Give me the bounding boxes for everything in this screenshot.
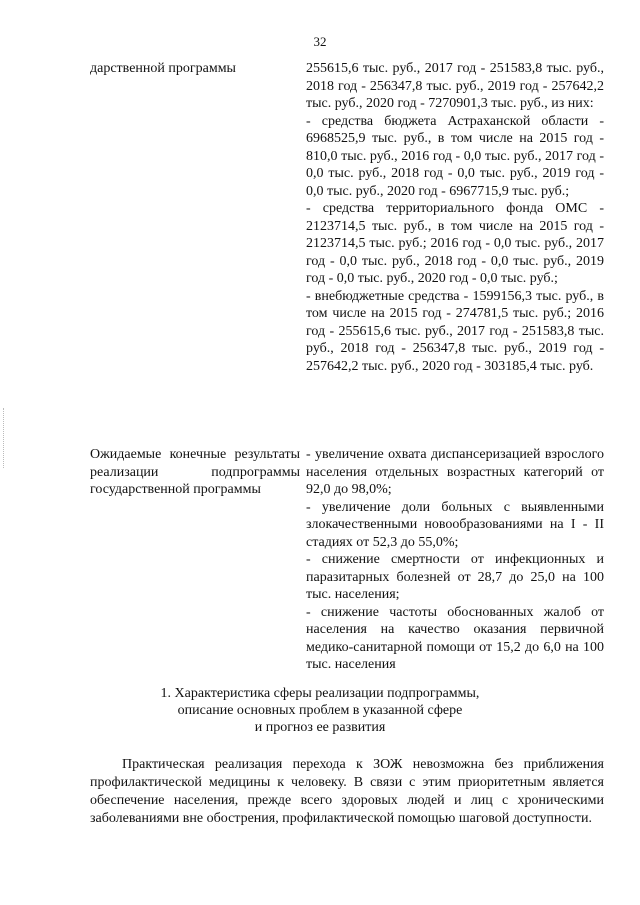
row-content-funding — [306, 60, 604, 375]
row-label-funding: дарственной программы — [90, 61, 236, 76]
funding-item-oms-fund: - средства территориального фонда ОМС - 2123714,5 тыс. руб., в том числе на 2015 год - 2123714,5 тыс. руб.; 2016 год - 0,0 тыс. руб., 2017 год - 0,0 тыс. руб., 2018 год - 0,0 тыс. руб., 2019 год - 0,0 тыс. руб., 2020 год - 0,0 тыс. руб.; — [306, 201, 604, 286]
row-content-expected-results — [306, 446, 604, 674]
result-item-screening: - увеличение охвата диспансеризацией взрослого населения отдельных возрастных категорий от 92,0 до 98,0%; — [306, 447, 604, 497]
funding-item-regional-budget: - средства бюджета Астраханской области - 6968525,9 тыс. руб., в том числе на 2015 год - 810,0 тыс. руб., 2016 год - 0,0 тыс. руб., 2017 год - 0,0 тыс. руб., 2018 год - 0,0 тыс. руб., 2019 год - 0,0 тыс. руб., 2020 год - 6967715,9 тыс. руб.; — [306, 113, 604, 199]
result-item-mortality: - снижение смертности от инфекционных и паразитарных болезней от 28,7 до 25,0 на 100 тыс. населения; — [306, 552, 604, 602]
page-number: 32 — [313, 34, 327, 49]
body-paragraph: Практическая реализация перехода к ЗОЖ невозможна без приближения профилактической медицины к человеку. В связи с этим приоритетным является обеспечение населения, прежде всего здоровых людей и лиц с хроническими заболеваниями вне обострения, профилактической помощью шаговой доступности. — [90, 757, 604, 826]
row-label-expected-results: Ожидаемые конечные результаты реализации подпрограммы государственной программы — [90, 447, 300, 497]
funding-item-extrabudgetary: - внебюджетные средства - 1599156,3 тыс. руб., в том числе на 2015 год - 274781,5 тыс. руб.; 2016 год - 255615,6 тыс. руб., 2017 год - 251583,8 тыс. руб., 2018 год - 256347,8 тыс. руб., 2019 год - 257642,2 тыс. руб., 2020 год - 303185,4 тыс. руб. — [306, 288, 604, 374]
scan-artifact — [3, 408, 6, 468]
section-heading — [0, 685, 640, 736]
section-heading-line-2: описание основных проблем в указанной сфере — [177, 703, 463, 718]
section-heading-line-3: и прогноз ее развития — [254, 720, 386, 735]
result-item-complaints: - снижение частоты обоснованных жалоб от населения на качество оказания первичной медико-санитарной помощи от 15,2 до 6,0 на 100 тыс. населения — [306, 604, 604, 672]
section-heading-line-1: 1. Характеристика сферы реализации подпрограммы, — [160, 686, 480, 701]
result-item-oncology: - увеличение доли больных с выявленными злокачественными новообразованиями на I - II стадиях от 52,3 до 55,0%; — [306, 499, 604, 550]
funding-total-text: 255615,6 тыс. руб., 2017 год - 251583,8 тыс. руб., 2018 год - 256347,8 тыс. руб., 2019 год - 257642,2 тыс. руб., 2020 год - 7270901,3 тыс. руб., из них: — [306, 61, 604, 111]
